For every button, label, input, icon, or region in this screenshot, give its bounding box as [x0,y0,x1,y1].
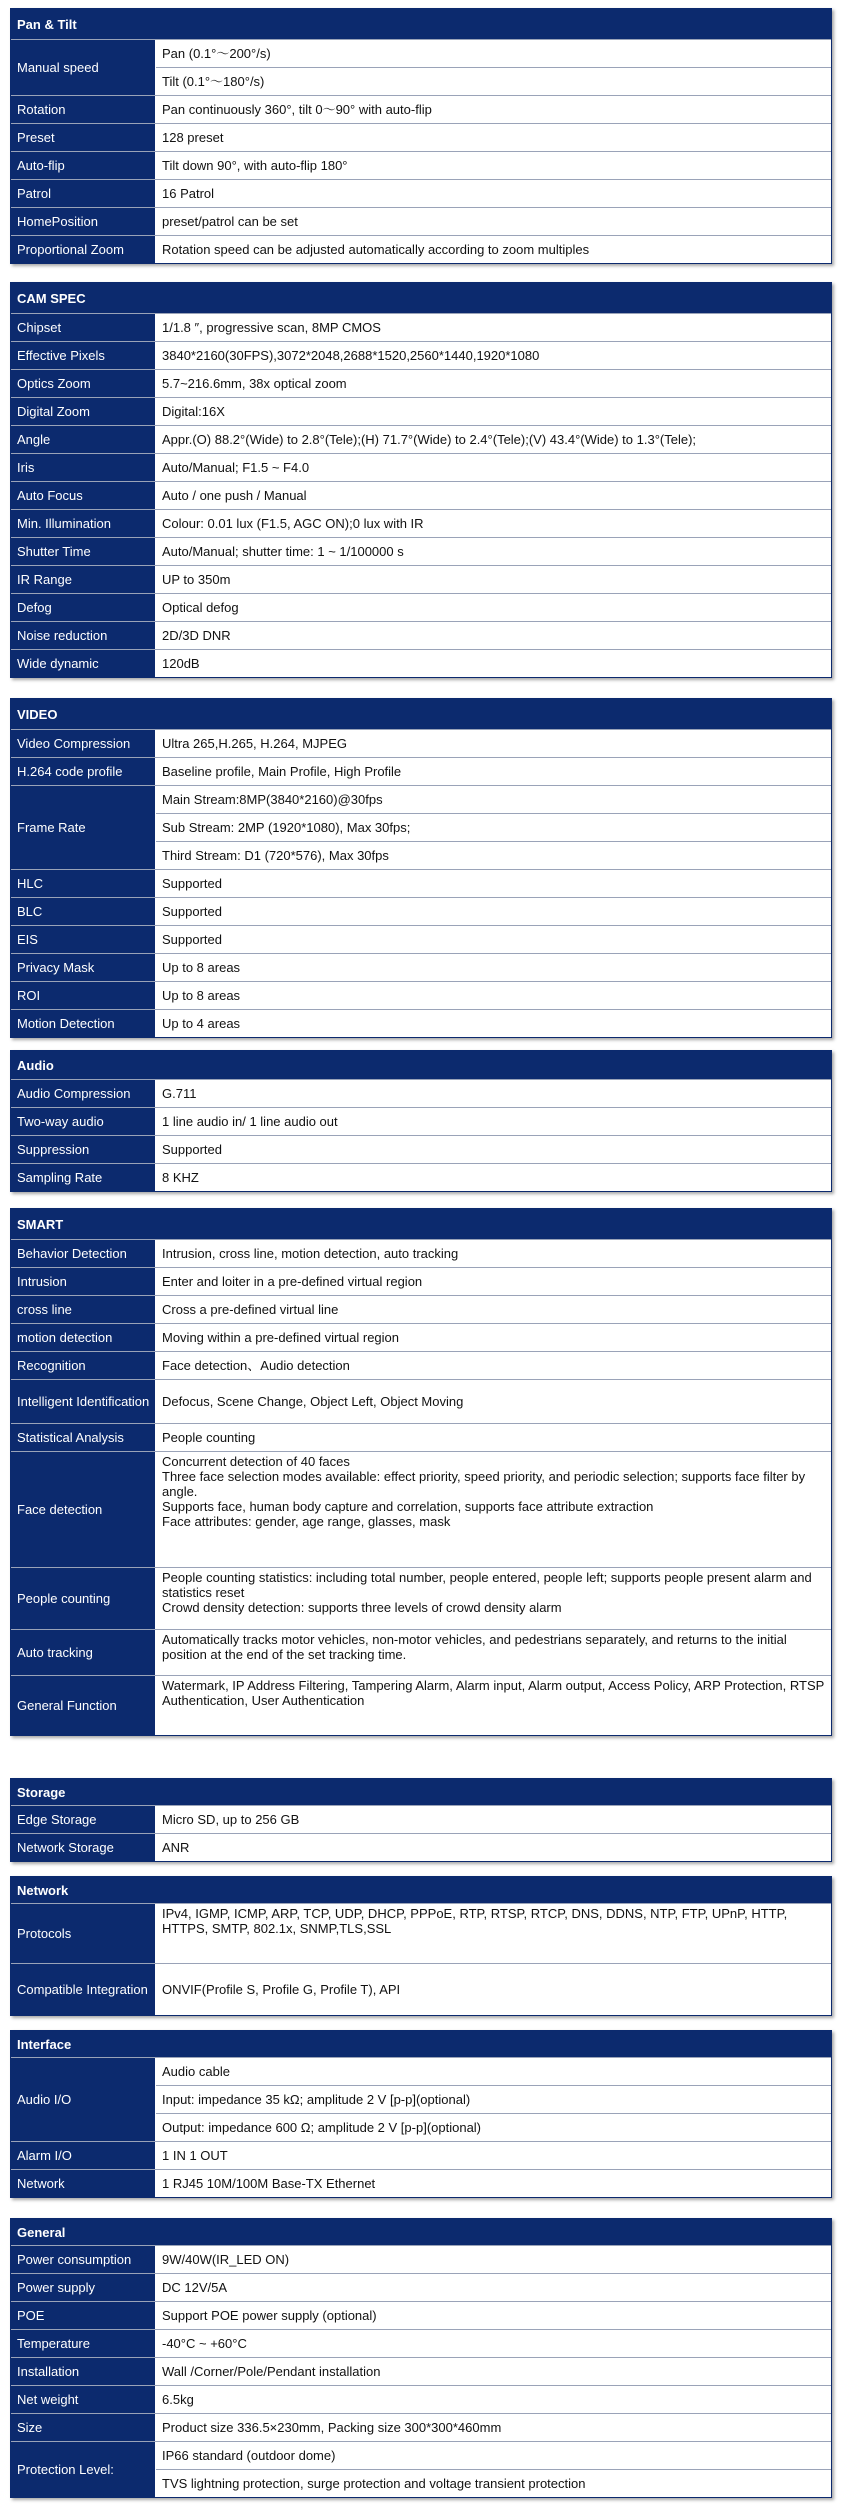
spec-row-auto-flip [11,151,831,179]
spec-values [156,538,831,565]
spec-values [156,236,831,263]
spec-label: Effective Pixels [11,342,156,369]
spec-row-video-compression [11,729,831,757]
spec-row-frame-rate [11,785,831,869]
spec-values [156,342,831,369]
spec-value: IP66 standard (outdoor dome) [162,2448,336,2463]
spec-values [156,2442,831,2497]
spec-label: Audio I/O [11,2058,156,2141]
spec-label: Protection Level: [11,2442,156,2497]
spec-row-cross-line [11,1295,831,1323]
spec-value: Up to 8 areas [162,960,241,975]
spec-label: Installation [11,2358,156,2385]
section-pan-tilt [10,8,832,264]
spec-row-chipset [11,313,831,341]
spec-label: Two-way audio [11,1108,156,1135]
spec-value: Auto/Manual; F1.5 ~ F4.0 [162,460,310,475]
spec-row-audio-compression [11,1079,831,1107]
spec-values [156,730,831,757]
spec-value-line: Crowd density detection: supports three levels of crowd density alarm [162,1600,562,1615]
spec-label: General Function [11,1676,156,1735]
spec-label: H.264 code profile [11,758,156,785]
spec-value-line: Three face selection modes available: effect priority, speed priority, and periodic selection; supports face filter by angle. [162,1469,806,1499]
spec-value: ANR [162,1840,190,1855]
spec-values [156,2142,831,2169]
spec-values [156,1676,831,1735]
spec-row-compatible-integration [11,1963,831,2015]
spec-label: POE [11,2302,156,2329]
spec-values [156,622,831,649]
spec-value: Colour: 0.01 lux (F1.5, AGC ON);0 lux with IR [162,516,424,531]
spec-value: Intrusion, cross line, motion detection, auto tracking [162,1246,459,1261]
spec-row-motion-detection [11,1323,831,1351]
spec-row-protection-level [11,2441,831,2497]
spec-label: Intelligent Identification [11,1380,156,1423]
spec-values [156,398,831,425]
spec-values [156,2386,831,2413]
spec-value: Third Stream: D1 (720*576), Max 30fps [156,841,831,869]
spec-label: Wide dynamic [11,650,156,677]
spec-label: People counting [11,1568,156,1629]
spec-value [156,1676,831,1735]
spec-label: Motion Detection [11,1010,156,1037]
spec-value: 9W/40W(IR_LED ON) [162,2252,290,2267]
spec-label: Power consumption [11,2246,156,2273]
spec-row-auto-tracking [11,1629,831,1675]
spec-value: Pan (0.1°～200°/s) [162,46,271,61]
spec-label: Audio Compression [11,1080,156,1107]
spec-label: Network [11,2170,156,2197]
spec-value: Product size 336.5×230mm, Packing size 300*300*460mm [162,2420,502,2435]
section-title: Pan & Tilt [11,9,831,39]
spec-values [156,2246,831,2273]
spec-row-noise-reduction [11,621,831,649]
spec-value: Wall /Corner/Pole/Pendant installation [162,2364,381,2379]
spec-label: Auto Focus [11,482,156,509]
spec-value: Moving within a pre-defined virtual region [162,1330,400,1345]
spec-label: Optics Zoom [11,370,156,397]
spec-value: Sub Stream: 2MP (1920*1080), Max 30fps; [156,813,831,841]
spec-row-proportional-zoom [11,235,831,263]
spec-value: TVS lightning protection, surge protection and voltage transient protection [156,2469,831,2497]
spec-value: Pan continuously 360°, tilt 0～90° with auto-flip [162,102,432,117]
spec-value-line: Concurrent detection of 40 faces [162,1454,350,1469]
spec-label: EIS [11,926,156,953]
spec-row-manual-speed [11,39,831,95]
spec-value: Face detection、Audio detection [162,1358,350,1373]
spec-values [156,426,831,453]
spec-row-auto-focus [11,481,831,509]
spec-label: Noise reduction [11,622,156,649]
spec-row-power-consumption [11,2245,831,2273]
spec-values [156,1834,831,1861]
spec-value: Auto / one push / Manual [162,488,307,503]
spec-label: Protocols [11,1904,156,1963]
spec-values [156,1164,831,1191]
spec-value: 3840*2160(30FPS),3072*2048,2688*1520,2560*1440,1920*1080 [162,348,540,363]
spec-row-defog [11,593,831,621]
spec-values [156,786,831,869]
spec-value: Digital:16X [162,404,225,419]
spec-row-angle [11,425,831,453]
spec-value: ONVIF(Profile S, Profile G, Profile T), API [162,1982,401,1997]
spec-value: 2D/3D DNR [162,628,231,643]
section-title: General [11,2219,831,2245]
spec-label: Face detection [11,1452,156,1567]
spec-value: Appr.(O) 88.2°(Wide) to 2.8°(Tele);(H) 71.7°(Wide) to 2.4°(Tele);(V) 43.4°(Wide) to 1.3°(Tele); [162,432,697,447]
spec-row-intelligent-identification [11,1379,831,1423]
section-title: Network [11,1877,831,1903]
spec-values [156,152,831,179]
spec-value-line: Automatically tracks motor vehicles, non-motor vehicles, and pedestrians separately, and returns to the initial position at the end of the set tracking time. [162,1632,787,1662]
spec-row-size [11,2413,831,2441]
spec-values [156,1904,831,1963]
spec-values [156,758,831,785]
spec-value: Up to 8 areas [162,988,241,1003]
spec-value: UP to 350m [162,572,231,587]
spec-value: DC 12V/5A [162,2280,228,2295]
spec-row-rotation [11,95,831,123]
spec-values [156,208,831,235]
spec-values [156,482,831,509]
spec-values [156,124,831,151]
spec-label: Suppression [11,1136,156,1163]
spec-values [156,1630,831,1675]
spec-values [156,1108,831,1135]
spec-label: Angle [11,426,156,453]
spec-value: 120dB [162,656,200,671]
spec-values [156,1010,831,1037]
section-smart [10,1208,832,1736]
spec-values [156,370,831,397]
spec-values [156,2302,831,2329]
spec-label: ROI [11,982,156,1009]
spec-values [156,1568,831,1629]
spec-label: Shutter Time [11,538,156,565]
spec-row-general-function [11,1675,831,1735]
spec-value: Tilt down 90°, with auto-flip 180° [162,158,348,173]
spec-values [156,898,831,925]
spec-values [156,180,831,207]
spec-row-blc [11,897,831,925]
section-title: SMART [11,1209,831,1239]
spec-label: Iris [11,454,156,481]
section-title: Audio [11,1051,831,1079]
spec-label: Privacy Mask [11,954,156,981]
spec-value: preset/patrol can be set [162,214,298,229]
spec-values [156,1268,831,1295]
spec-value: Supported [162,904,222,919]
spec-values [156,1380,831,1423]
spec-row-hlc [11,869,831,897]
spec-row-motion-detection [11,1009,831,1037]
spec-label: motion detection [11,1324,156,1351]
spec-label: Power supply [11,2274,156,2301]
spec-row-h-264-code-profile [11,757,831,785]
spec-values [156,2358,831,2385]
spec-value: Supported [162,1142,222,1157]
spec-row-face-detection [11,1451,831,1567]
spec-label: Behavior Detection [11,1240,156,1267]
spec-value-line: Watermark, IP Address Filtering, Tampering Alarm, Alarm input, Alarm output, Access Policy, ARP Protection, RTSP Authentication, User Authentication [162,1678,825,1708]
spec-value: Rotation speed can be adjusted automatically according to zoom multiples [162,242,590,257]
spec-row-homeposition [11,207,831,235]
spec-row-shutter-time [11,537,831,565]
spec-value-line: IPv4, IGMP, ICMP, ARP, TCP, UDP, DHCP, PPPoE, RTP, RTSP, RTCP, DNS, DDNS, NTP, FTP, UPnP, HTTP, HTTPS, SMTP, 802.1x, SNMP,TLS,SSL [162,1906,788,1936]
spec-label: Network Storage [11,1834,156,1861]
spec-row-poe [11,2301,831,2329]
spec-value: Audio cable [162,2064,230,2079]
spec-label: Preset [11,124,156,151]
spec-row-installation [11,2357,831,2385]
spec-value-line: Face attributes: gender, age range, glasses, mask [162,1514,451,1529]
spec-value: Defocus, Scene Change, Object Left, Object Moving [162,1394,464,1409]
spec-label: Manual speed [11,40,156,95]
spec-value-line: People counting statistics: including total number, people entered, people left; supports people present alarm and statistics reset [162,1570,812,1600]
spec-label: Frame Rate [11,786,156,869]
spec-values [156,1296,831,1323]
section-general [10,2218,832,2498]
spec-value: Optical defog [162,600,239,615]
spec-row-privacy-mask [11,953,831,981]
spec-values [156,870,831,897]
spec-label: Auto tracking [11,1630,156,1675]
spec-label: Video Compression [11,730,156,757]
spec-label: Alarm I/O [11,2142,156,2169]
spec-row-net-weight [11,2385,831,2413]
spec-row-people-counting [11,1567,831,1629]
spec-value: Support POE power supply (optional) [162,2308,377,2323]
spec-value: 1/1.8 ″, progressive scan, 8MP CMOS [162,320,381,335]
spec-label: Net weight [11,2386,156,2413]
spec-values [156,1424,831,1451]
spec-value [156,1904,831,1963]
spec-value: G.711 [162,1086,197,1101]
spec-values [156,1080,831,1107]
spec-row-power-supply [11,2273,831,2301]
spec-value: 5.7~216.6mm, 38x optical zoom [162,376,347,391]
section-video [10,698,832,1038]
spec-label: Min. Illumination [11,510,156,537]
spec-values [156,2274,831,2301]
spec-values [156,454,831,481]
spec-row-roi [11,981,831,1009]
spec-value: 1 RJ45 10M/100M Base-TX Ethernet [162,2176,376,2191]
spec-values [156,566,831,593]
spec-values [156,1806,831,1833]
spec-value: Micro SD, up to 256 GB [162,1812,300,1827]
spec-values [156,1352,831,1379]
spec-values [156,2058,831,2141]
spec-value: Supported [162,876,222,891]
spec-row-preset [11,123,831,151]
spec-values [156,1240,831,1267]
spec-row-eis [11,925,831,953]
spec-values [156,1964,831,2015]
spec-row-digital-zoom [11,397,831,425]
spec-value: Ultra 265,H.265, H.264, MJPEG [162,736,347,751]
spec-row-iris [11,453,831,481]
spec-values [156,1452,831,1567]
spec-values [156,982,831,1009]
spec-label: HLC [11,870,156,897]
spec-value: 16 Patrol [162,186,215,201]
spec-values [156,926,831,953]
spec-values [156,40,831,95]
spec-label: Patrol [11,180,156,207]
spec-row-statistical-analysis [11,1423,831,1451]
spec-value [156,1452,831,1567]
section-title: CAM SPEC [11,283,831,313]
spec-row-wide-dynamic [11,649,831,677]
spec-values [156,2330,831,2357]
spec-row-two-way-audio [11,1107,831,1135]
spec-label: Rotation [11,96,156,123]
spec-value: -40°C ~ +60°C [162,2336,247,2351]
spec-value: People counting [162,1430,256,1445]
spec-row-effective-pixels [11,341,831,369]
spec-row-network-storage [11,1833,831,1861]
spec-value: Input: impedance 35 kΩ; amplitude 2 V [p-p](optional) [156,2085,831,2113]
section-audio [10,1050,832,1192]
spec-label: Intrusion [11,1268,156,1295]
section-interface [10,2030,832,2198]
spec-row-intrusion [11,1267,831,1295]
spec-value: Supported [162,932,222,947]
spec-label: Sampling Rate [11,1164,156,1191]
spec-value [156,1630,831,1675]
spec-label: Temperature [11,2330,156,2357]
spec-values [156,1324,831,1351]
spec-values [156,954,831,981]
spec-label: Edge Storage [11,1806,156,1833]
spec-row-audio-i-o [11,2057,831,2141]
section-title: Interface [11,2031,831,2057]
spec-values [156,594,831,621]
section-title: Storage [11,1779,831,1805]
spec-label: Compatible Integration [11,1964,156,2015]
spec-label: Statistical Analysis [11,1424,156,1451]
spec-value [156,1568,831,1629]
spec-label: cross line [11,1296,156,1323]
spec-value: Auto/Manual; shutter time: 1 ~ 1/100000 s [162,544,404,559]
spec-row-edge-storage [11,1805,831,1833]
spec-value: 1 IN 1 OUT [162,2148,228,2163]
spec-value: Up to 4 areas [162,1016,241,1031]
spec-row-optics-zoom [11,369,831,397]
spec-label: Size [11,2414,156,2441]
spec-row-alarm-i-o [11,2141,831,2169]
spec-value: Enter and loiter in a pre-defined virtual region [162,1274,423,1289]
spec-row-behavior-detection [11,1239,831,1267]
spec-label: Recognition [11,1352,156,1379]
spec-value: 6.5kg [162,2392,194,2407]
spec-values [156,650,831,677]
section-network [10,1876,832,2016]
spec-value: Output: impedance 600 Ω; amplitude 2 V [p-p](optional) [156,2113,831,2141]
spec-values [156,1136,831,1163]
spec-label: Defog [11,594,156,621]
spec-value: 1 line audio in/ 1 line audio out [162,1114,338,1129]
spec-value: Cross a pre-defined virtual line [162,1302,339,1317]
section-title: VIDEO [11,699,831,729]
spec-label: Chipset [11,314,156,341]
spec-row-recognition [11,1351,831,1379]
spec-values [156,314,831,341]
spec-row-network [11,2169,831,2197]
spec-label: Digital Zoom [11,398,156,425]
spec-value: 8 KHZ [162,1170,199,1185]
spec-row-sampling-rate [11,1163,831,1191]
spec-value: Main Stream:8MP(3840*2160)@30fps [162,792,383,807]
spec-values [156,2414,831,2441]
spec-label: Auto-flip [11,152,156,179]
spec-row-ir-range [11,565,831,593]
spec-row-temperature [11,2329,831,2357]
section-cam-spec [10,282,832,678]
spec-label: BLC [11,898,156,925]
section-storage [10,1778,832,1862]
spec-label: Proportional Zoom [11,236,156,263]
spec-value: Tilt (0.1°～180°/s) [156,67,831,95]
spec-values [156,96,831,123]
spec-label: HomePosition [11,208,156,235]
spec-value: 128 preset [162,130,224,145]
spec-value: Baseline profile, Main Profile, High Profile [162,764,402,779]
spec-row-suppression [11,1135,831,1163]
spec-row-protocols [11,1903,831,1963]
spec-label: IR Range [11,566,156,593]
spec-row-min-illumination [11,509,831,537]
spec-row-patrol [11,179,831,207]
spec-values [156,510,831,537]
spec-value-line: Supports face, human body capture and correlation, supports face attribute extraction [162,1499,654,1514]
spec-values [156,2170,831,2197]
